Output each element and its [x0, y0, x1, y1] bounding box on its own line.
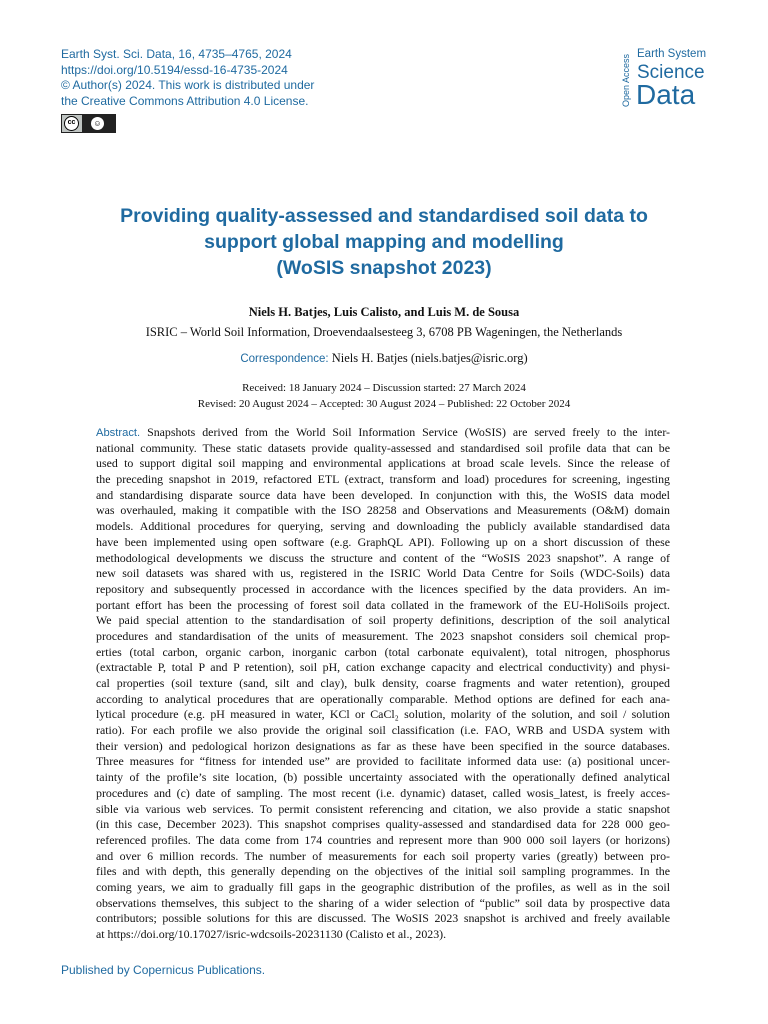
copyright-line: © Author(s) 2024. This work is distributed under [61, 78, 315, 92]
abstract-line: new soil datasets was shared with us, registered in the ISRIC World Data Centre for Soils (WDC-Soils) data [96, 566, 670, 581]
license-line[interactable]: the Creative Commons Attribution 4.0 License. [61, 93, 309, 108]
abstract-line: national community. These static datasets provide quality-assessed and standardised soil profile data that can be [96, 440, 670, 455]
citation-line: Earth Syst. Sci. Data, 16, 4735–4765, 2024 [61, 47, 292, 61]
dates-line-2: Revised: 20 August 2024 – Accepted: 30 August 2024 – Published: 22 October 2024 [197, 398, 571, 410]
dates-line-1: Received: 18 January 2024 – Discussion started: 27 March 2024 [242, 382, 526, 394]
by-icon: ☺ [91, 117, 104, 130]
abstract-line: according to analytical procedures that are operationally comparable. Method options are defined for each ana- [96, 691, 670, 706]
abstract-line: (extractable P, total P and P retention), soil pH, cation exchange capacity and electrical conductivity) and physi- [96, 660, 670, 675]
abstract-line: erties (total carbon, organic carbon, inorganic carbon (total carbonate equivalent), total nitrogen, phosphorus [96, 644, 670, 659]
abstract-line: methodological developments we discuss the structure and content of the “WoSIS 2023 snapshot”. A range of [96, 550, 670, 565]
abstract-line: have been implemented using open software (e.g. GraphQL API). Following up on a short discussion of these [96, 534, 670, 549]
abstract-line: referenced profiles. The data come from 174 countries and represent more than 900 000 soil layers (or horizons) [96, 832, 670, 847]
abstract-line: coming years, we aim to gradually fill gaps in the geographic distribution of the profiles, as well as in the soil [96, 879, 670, 894]
abstract-line: and over 6 million records. The number of measurements for each soil property varies (greatly) between pro- [96, 848, 670, 863]
abstract-line: portant effort has been the processing of forest soil data collated in the framework of the EU-HoliSoils project. [96, 597, 670, 612]
correspondence-text[interactable]: Niels H. Batjes (niels.batjes@isric.org) [331, 351, 528, 365]
abstract-line: procedures and (c) date of sampling. The most recent (i.e. dynamic) dataset, called wosis_latest, is freely acces- [96, 785, 670, 800]
abstract-line: and standardising disparate source data have been developed. In conjunction with this, the WoSIS data model [96, 487, 670, 502]
paper-title [60, 203, 708, 281]
abstract-line: files and with depth, this generally depending on the objectives of the initial soil sampling programmes. In the [96, 864, 670, 879]
abstract [96, 425, 670, 943]
abstract-line: cal properties (soil texture (sand, silt and clay), bulk density, coarse fragments and water retention), grouped [96, 676, 670, 690]
abstract-line: lytical procedure (e.g. pH measured in water, KCl or CaCl₂ solution, molarity of the solution, and soil / solution [96, 707, 670, 722]
abstract-line: models. Additional procedures for querying, serving and downloading the publicly available standardised data [96, 519, 670, 534]
abstract-line: sible via various web services. To permit consistent referencing and citation, we also provide a static snapshot [96, 801, 670, 816]
abstract-line: was overhauled, making it compatible with the ISO 28258 and Observations and Measurements (O&M) domain [96, 503, 670, 518]
abstract-line: ratio). For each profile we also provide the original soil classification (i.e. FAO, WRB and USDA system with [96, 723, 670, 738]
author-list: Niels H. Batjes, Luis Calisto, and Luis M. de Sousa [248, 305, 520, 319]
abstract-line-text: Snapshots derived from the World Soil Information Service (WoSIS) are served freely to the inter- [147, 425, 671, 439]
abstract-line: used to support digital soil mapping and environmental applications at broad scale levels. Since the release of [96, 456, 670, 471]
abstract-line: We paid special attention to the standardisation of soil property definitions, description of the soil analytical [96, 613, 670, 628]
citation-header [61, 47, 391, 109]
cc-icon: cc [64, 116, 79, 131]
abstract-line [96, 425, 670, 441]
abstract-line: contributors; possible solutions for this are discussed. The WoSIS 2023 snapshot is archived and freely available [96, 911, 670, 926]
correspondence-label: Correspondence: [240, 353, 329, 365]
title-line: support global mapping and modelling [204, 231, 564, 253]
abstract-line: procedures and standardisation of the units of measurement. The 2023 snapshot considers soil chemical prop- [96, 628, 670, 643]
doi-link[interactable]: https://doi.org/10.5194/essd-16-4735-2024 [61, 62, 288, 77]
abstract-line: their version) and pedological horizon designations as far as these have been specified in the source databases. [96, 738, 670, 753]
cc-by-license-badge[interactable] [61, 114, 116, 133]
abstract-line[interactable]: at https://doi.org/10.17027/isric-wdcsoils-20231130 (Calisto et al., 2023). [96, 927, 447, 941]
affiliation: ISRIC – World Soil Information, Droevendaalsesteeg 3, 6708 PB Wageningen, the Netherlands [145, 325, 623, 339]
title-line: Providing quality-assessed and standardised soil data to [120, 205, 648, 227]
correspondence [60, 351, 708, 366]
title-line: (WoSIS snapshot 2023) [276, 257, 492, 279]
journal-logo-line3: Data [636, 79, 696, 110]
abstract-line: the preceding snapshot in 2019, refactored ETL (extract, transform and load) procedures for screening, ingesting [96, 472, 670, 487]
abstract-line: Three measures for “fitness for intended use” are provided to facilitate informed data use: (a) positional uncer- [96, 754, 670, 769]
publisher-footer[interactable]: Published by Copernicus Publications. [61, 963, 266, 977]
abstract-line: tainty of the profile’s site location, (b) possible uncertainty associated with the operationally defined analytical [96, 770, 670, 785]
abstract-label: Abstract. [96, 427, 141, 439]
journal-logo-line2: Science [637, 62, 705, 83]
journal-logo-line1: Earth System [637, 48, 707, 60]
abstract-line: repository and subsequently processed in accordance with the licences specified by the data providers. An im- [96, 581, 670, 596]
abstract-line: observations themselves, this subject to the sharing of a wider selection of “public” soil data by prospective data [96, 895, 670, 910]
abstract-line: (in this case, December 2023). This snapshot comprises quality-assessed and standardised data for 228 000 geo- [96, 817, 670, 832]
publication-dates [60, 380, 708, 412]
open-access-label: Open Access [621, 53, 631, 107]
